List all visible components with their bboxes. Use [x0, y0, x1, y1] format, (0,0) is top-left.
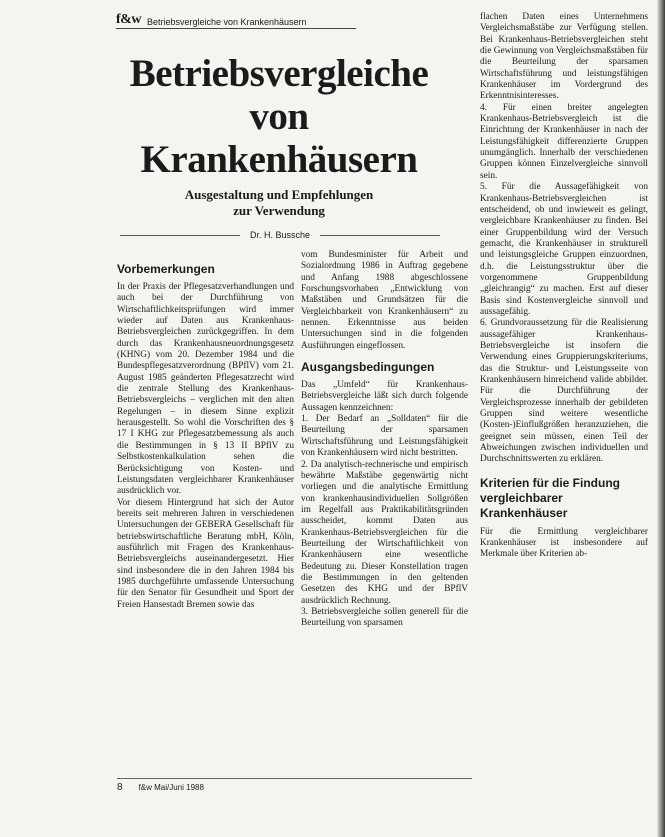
paragraph: 1. Der Bedarf an „Solldaten“ für die Beurteilung der sparsamen Wirtschaftsführung und Leistungsfähigkeit von Krankenhäusern wird nicht bestritten. [301, 414, 468, 459]
paragraph: 4. Für einen breiter angelegten Krankenhaus-Betriebsvergleich ist die Einrichtung der Krankenhäuser in nach der Leistungsfähigkeit differenzierte Gruppen unumgänglich. Innerhalb der verschiedenen Gruppen können Einzelvergleiche sinnvoll sein. [480, 102, 648, 181]
paragraph: flachen Daten eines Unternehmens Vergleichsmaßstäbe zur Verfügung stellen. Bei Krankenhaus-Betriebsvergleichen steht die Gewinnung von Vergleichsmaßstäben für die Beurteilung der sparsamen Wirtschaftsführung und leistungsfähigen Krankenhäuser im Vordergrund des Erkenntnisinteresses. [480, 12, 648, 102]
paragraph: Für die Ermittlung vergleichbarer Krankenhäuser ist insbesondere auf Merkmale über Kriterien ab- [480, 526, 648, 560]
paragraph: 3. Betriebsvergleiche sollen generell für die Beurteilung von sparsamen [301, 606, 468, 629]
section-heading-ausgangsbedingungen: Ausgangsbedingungen [301, 360, 435, 375]
text-column-3 [480, 12, 648, 561]
article-title-line-2: von [249, 95, 309, 138]
paragraph: In der Praxis der Pflegesatzverhandlungen und auch bei der Durchführung von Wirtschaftlichkeitsprüfungen wird immer wieder auf Daten aus Krankenhaus-Betriebsvergleichen zurückgegriffen. In dem durch das Krankenhausneuordnungsgesetz (KHNG) vom 20. Dezember 1984 und die Bundespflegesatzverordnung (BPflV) vom 21. August 1985 geänderten Pflegesatzrecht wird die zentrale Stellung des Krankenhaus-Betriebsvergleichs – verglichen mit den alten Regelungen – in diesem Sinne explizit herausgestellt. So wohl die Vorschriften des § 17 I KHG zur Pflegesatzbemessung als auch die Bestimmungen in § 13 II BPflV zu Selbstkostenkalkulation sehen die Berücksichtigung von Kosten- und Leistungsdaten vergleichbarer Krankenhäuser ausdrücklich vor. [117, 282, 294, 497]
running-header [116, 12, 356, 29]
paragraph: vom Bundesminister für Arbeit und Sozialordnung 1986 in Auftrag gegebene und Anfang 1988 abgeschlossene Forschungsvorhaben „Entwicklung von Maßstäben und Grundsätzen für die Vergleichbarkeit von Krankenhäusern“ zu nennen. Erkenntnisse aus beiden Untersuchungen sind in die folgenden Ausführungen eingeflossen. [301, 250, 468, 351]
author-rule-left [120, 235, 240, 236]
article-subtitle-line-1: Ausgestaltung und Empfehlungen [184, 187, 374, 202]
paragraph: 6. Grundvoraussetzung für die Realisierung aussagefähiger Krankenhaus-Betriebsvergleiche ist insofern die Verwendung eines Gruppierungskriteriums, das die Struktur- und Leistungsseite von Krankenhäusern hinreichend valide abbildet. Für die Durchführung der Vergleichsprozesse innerhalb der gebildeten Gruppen sind weitere wesentliche (Kosten-)Einflußgrößen heranzuziehen, die geeignet sein müssen, einen Teil der Abweichungen zwischen individuellen und Durchschnittswerten zu erklären. [480, 318, 648, 465]
paragraph: 2. Da analytisch-rechnerische und empirisch bewährte Maßstäbe gegenwärtig nicht vorliegen und die analytische Ermittlung von krankenhausindividuellen Sollgrößen im Regelfall aus Praktikabilitätsgründen ausscheidet, kommt Daten aus Krankenhaus-Betriebsvergleichen für die Beurteilung der Wirtschaftlichkeit von Krankenhäusern eine wesentliche Bedeutung zu. Dieser Konstellation tragen die Bestimmungen in den geltenden Gesetzen des KHG und der BPflV ausdrücklich Rechnung. [301, 459, 468, 606]
article-title-block [112, 52, 446, 219]
text-column-1 [117, 262, 294, 611]
author-row [120, 229, 440, 241]
author-rule-right [320, 235, 440, 236]
issue-label: f&w Mai/Juni 1988 [138, 783, 204, 792]
article-subtitle [112, 187, 446, 219]
section-heading-kriterien: Kriterien für die Findung vergleichbarer Krankenhäuser [480, 475, 620, 520]
page-footer [117, 778, 472, 793]
page-number: 8 [117, 782, 123, 793]
author-name: Dr. H. Bussche [249, 230, 311, 240]
article-title-line-1: Betriebsvergleiche [129, 52, 429, 95]
section-heading-vorbemerkungen: Vorbemerkungen [117, 262, 215, 276]
running-header-title: Betriebsvergleiche von Krankenhäusern [146, 17, 307, 27]
article-title-line-3: Krankenhäusern [140, 138, 418, 181]
paragraph: Vor diesem Hintergrund hat sich der Autor bereits seit mehreren Jahren in verschiedenen Untersuchungen der GEBERA Gesellschaft für betriebswirtschaftliche Beratung mbH, Köln, ausführlich mit Fragen des Krankenhaus-Betriebsvergleichs auseinandergesetzt. Hier sind insbesondere die in den Jahren 1984 bis 1985 durchgeführte umfassende Untersuchung für den Senator für Gesundheit und Sport der Freien Hansestadt Bremen sowie das [117, 497, 294, 610]
page-edge-shadow [657, 0, 665, 837]
paragraph: Das „Umfeld“ für Krankenhaus-Betriebsvergleiche läßt sich durch folgende Aussagen kennzeichnen: [301, 380, 468, 413]
magazine-logo: f&w [116, 12, 141, 27]
article-subtitle-line-2: zur Verwendung [233, 203, 325, 218]
paragraph: 5. Für die Aussagefähigkeit von Krankenhaus-Betriebsvergleichen ist entscheidend, ob und inwieweit es gelingt, vergleichbare Krankenhäuser zu finden. Bei einer Gruppenbildung wird der Versuch gemacht, die Krankenhäuser in strukturell und leistungsgleiche Gruppen einzuordnen, d.h. die Leistungsstruktur über die vorgenommene Gruppenbildung „gleichrangig“ zu machen. Erst auf dieser Basis sind Kostenvergleiche sinnvoll und aussagefähig. [480, 182, 648, 317]
text-column-2 [301, 250, 468, 630]
